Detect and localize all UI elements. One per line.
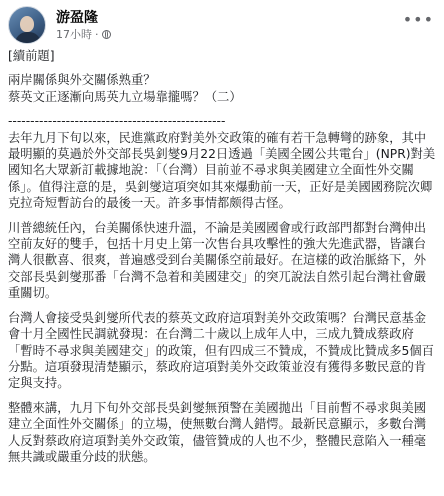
post-paragraph-title: 兩岸關係與外交關係熟重？ 蔡英文正逐漸向馬英九立場靠攏嗎？（二）: [8, 73, 242, 104]
post-paragraph-2: 川普總統任內，台美關係快速升溫，不論是美國國會或行政部門都對台灣伸出空前友好的雙手，包括十月史上第一次售台具攻擊性的強大先進武器，皆讓台灣人很歡喜、很爽，普遍感受到台美關係空前最好。在這樣的政治脈絡下，外交部長吳釗燮那番「台灣不急着和美國建交」的突兀說法自然引起台灣社會嚴重關切。: [8, 220, 427, 301]
post-paragraph-1: ------------------------------------------------- 去年九月下旬以來，民進黨政府對美外交政策的確有若干急轉彎的跡象，其中最明顯的莫過於外交部長吳釗燮9月22日透過「美國全國公共電台」(NPR)對美國知名大眾新訂載據地說：「（台灣）目前並不尋求與美國建立全面性外交關係」。值得注意的是，吳釗燮這項突如其來爆動前一天，正好是美國國務院次卿克拉奇短暫訪台的最後一天。許多事情都颇得古怪。: [8, 114, 436, 211]
post-paragraph-3: 台灣人會接受吳釗燮所代表的蔡英文政府這項對美外交政策嗎？台灣民意基金會十月全國性民調就發現：在台灣二十歲以上成年人中，三成九贊成蔡政府「暫時不尋求與美國建交」的政策，但有四成三不贊成，不贊成比贊成多5個百分點。這項發現清楚顯示，蔡政府這項對美外交政策並沒有獲得多數民意的肯定與支持。: [8, 310, 434, 391]
post-paragraph-tag: [續前題]: [8, 49, 55, 63]
more-icon[interactable]: •••: [402, 10, 434, 29]
avatar[interactable]: [8, 6, 46, 44]
author-name[interactable]: 游盈隆: [56, 10, 98, 26]
post-header: [0, 0, 444, 44]
dot-separator: ·: [95, 27, 99, 41]
post-body: [8, 48, 438, 465]
post-meta: [56, 26, 111, 42]
post-paragraph-4: 整體來講，九月下旬外交部長吳釗燮無預警在美國拋出「目前暫不尋求與美國建立全面性外交關係」的立場，使無數台灣人錯愕。最新民意顯示，多數台灣人反對蔡政府這項對美外交政策，儘管贊成的人也不少，整體民意陷入一種毫無共識或嚴重分歧的狀態。: [8, 400, 427, 464]
timestamp[interactable]: 17小時: [56, 28, 92, 41]
globe-icon: [102, 30, 111, 39]
